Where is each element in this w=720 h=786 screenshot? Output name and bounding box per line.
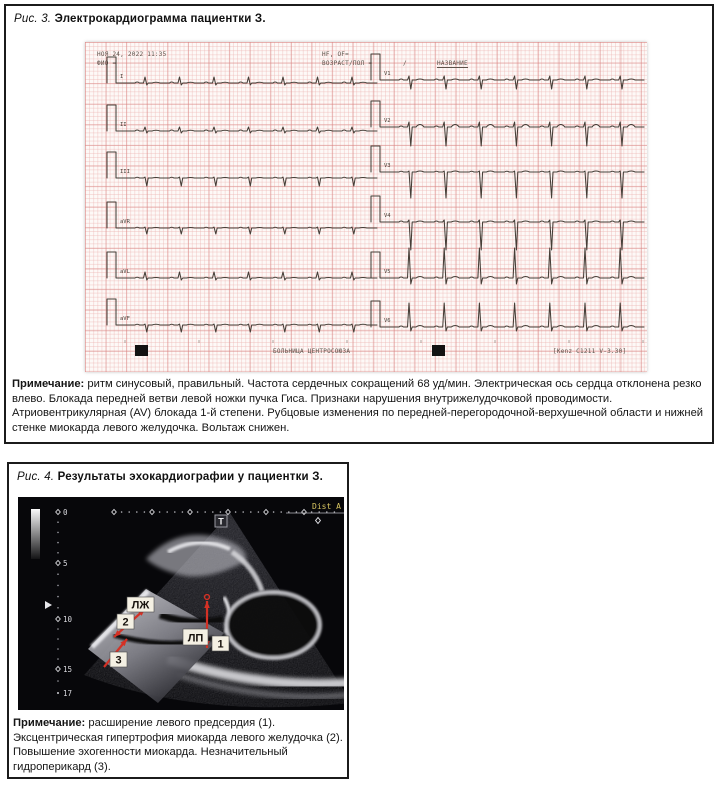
echo-ruler-dot	[121, 511, 123, 513]
ecg-trace-III	[107, 152, 377, 186]
figure4-label: Рис. 4.	[17, 471, 55, 483]
note-line: стенке миокарда левого желудочка. Вольтаж снижен.	[12, 421, 290, 434]
echo-ruler-dot	[288, 511, 290, 513]
echo-ruler-dot	[318, 511, 320, 513]
figure3-title: Электрокардиограмма пациентки З.	[54, 13, 266, 25]
ecg-lead-label-I: I	[120, 74, 124, 80]
ecg-trace-V2	[371, 101, 644, 146]
echo-ruler-dot	[311, 511, 313, 513]
echo-dist-caliper-diamond	[316, 518, 321, 524]
ecg-traces-svg	[85, 42, 647, 372]
echo-depth-dot	[57, 532, 59, 534]
svg-text:T: T	[218, 516, 224, 527]
echo-annotation-label-m1: 1	[217, 638, 224, 651]
echo-tool-icon	[215, 515, 227, 527]
ecg-lead-label-V2: V2	[384, 118, 391, 124]
echo-depth-diamond	[56, 509, 61, 514]
echo-ruler-dot	[250, 511, 252, 513]
note-line: гидроперикард (3).	[13, 760, 111, 773]
echo-ruler-dot	[212, 511, 214, 513]
ecg-footer-device: [Kenz C1211 V-3.30]	[553, 348, 627, 355]
figure4-title: Результаты эхокардиографии у пациентки З.	[57, 471, 323, 483]
echo-ruler-dot	[197, 511, 199, 513]
ecg-trace-V4	[371, 196, 644, 250]
echo-ruler-diamond	[264, 509, 269, 514]
ecg-trace-II	[107, 105, 377, 133]
echo-annotation-label-m2: 2	[122, 616, 129, 629]
echo-depth-dot	[57, 680, 59, 682]
note-line: Примечание: расширение левого предсердия (1).	[13, 717, 276, 729]
ecg-trace-aVR	[107, 202, 377, 234]
ecg-lead-label-V5: V5	[384, 269, 391, 275]
ecg-trace-V3	[371, 146, 644, 198]
echo-depth-diamond	[56, 560, 61, 565]
ecg-lead-label-III: III	[120, 169, 130, 175]
echo-depth-label: 17	[63, 689, 73, 698]
echo-ruler-diamond	[188, 509, 193, 514]
echo-ruler-dot	[136, 511, 138, 513]
echo-ruler-dot	[128, 511, 130, 513]
ecg-header-slash: /	[403, 60, 407, 67]
ecg-lead-label-V3: V3	[384, 163, 391, 169]
figure4-panel	[7, 462, 349, 779]
ecg-image	[85, 42, 647, 372]
echo-annotation-label-la: ЛП	[187, 632, 204, 645]
echo-ruler-dot	[204, 511, 206, 513]
ecg-header-name: НАЗВАНИЕ	[437, 60, 468, 67]
echo-depth-dot	[57, 521, 59, 523]
note-label: Примечание:	[13, 717, 86, 729]
echo-dist-label: Dist A	[312, 502, 341, 511]
echo-ruler-dot	[235, 511, 237, 513]
echo-ruler-diamond	[112, 509, 117, 514]
ecg-header-date: НОЯ 24, 2022 11:35	[97, 51, 167, 58]
echo-ruler-dot	[144, 511, 146, 513]
figure3-note	[12, 377, 708, 435]
echo-ruler-dot	[280, 511, 282, 513]
echo-depth-dot	[57, 542, 59, 544]
echo-ruler-dot	[296, 511, 298, 513]
ecg-footer-hospital: БОЛЬНИЦА ЦЕНТРОСОЮЗА	[273, 348, 351, 355]
ecg-lead-label-V4: V4	[384, 213, 391, 219]
ecg-trace-aVF	[107, 299, 377, 332]
echo-ruler-dot	[334, 511, 336, 513]
ecg-trace-aVL	[107, 252, 377, 280]
echo-ruler-dot	[273, 511, 275, 513]
echo-depth-label: 10	[63, 615, 73, 624]
ecg-header-filter: HF, OF=	[322, 51, 350, 58]
echo-image	[18, 497, 344, 710]
note-line: Примечание: ритм синусовый, правильный. Частота сердечных сокращений 68 уд/мин. Электрическая ось сердца отклонена резко	[12, 378, 702, 390]
ecg-header-fio: ФИО =	[97, 60, 117, 67]
echo-gray-bar	[31, 509, 40, 559]
echo-depth-dot	[57, 573, 59, 575]
echo-depth-dot	[57, 658, 59, 660]
echo-annotation-label-m3: 3	[115, 654, 122, 667]
figure3-caption	[14, 13, 266, 25]
echo-depth-dot	[57, 648, 59, 650]
echo-ruler-dot	[220, 511, 222, 513]
echo-ruler-diamond	[302, 509, 307, 514]
figure4-note	[13, 716, 343, 774]
ecg-trace-V1	[371, 54, 644, 89]
ecg-marker-square-left	[135, 345, 148, 356]
echo-depth-dot	[57, 585, 59, 587]
ecg-trace-V6	[371, 301, 644, 331]
echo-depth-dot	[57, 607, 59, 609]
ecg-lead-label-II: II	[120, 122, 127, 128]
echo-depth-label: 0	[63, 508, 68, 517]
echo-ruler-dot	[258, 511, 260, 513]
note-line: влево. Блокада передней ветви левой ножки пучка Гиса. Признаки нарушения внутрижелудочковой проводимости.	[12, 392, 613, 405]
echo-ruler-dot	[174, 511, 176, 513]
ecg-marker-square-right	[432, 345, 445, 356]
ecg-lead-label-aVL: aVL	[120, 269, 130, 275]
echo-ruler-diamond	[150, 509, 155, 514]
echo-depth-dot	[57, 596, 59, 598]
ecg-trace-V5	[371, 248, 644, 284]
echo-ruler-dot	[326, 511, 328, 513]
note-line: Повышение эхогенности миокарда. Незначительный	[13, 746, 288, 759]
echo-depth-dot	[57, 628, 59, 630]
echo-depth-label: 5	[63, 559, 68, 568]
ecg-lead-label-V6: V6	[384, 318, 391, 324]
echo-depth-label: 15	[63, 665, 73, 674]
note-label: Примечание:	[12, 378, 85, 390]
echo-depth-dot	[57, 638, 59, 640]
echo-ruler-dot	[166, 511, 168, 513]
echo-focus-marker	[45, 601, 52, 609]
echo-annotation-label-lv: ЛЖ	[131, 599, 150, 612]
echo-depth-diamond	[56, 666, 61, 671]
ecg-lead-label-aVF: aVF	[120, 316, 130, 322]
ecg-lead-label-aVR: aVR	[120, 219, 130, 225]
figure3-label: Рис. 3.	[14, 13, 52, 25]
echo-depth-dot-major	[57, 692, 59, 694]
ecg-header-age-sex: ВОЗРАСТ/ПОЛ =	[322, 60, 373, 67]
echo-ultrasound-svg	[18, 497, 344, 710]
echo-left-atrium-cavity	[226, 592, 320, 658]
ecg-trace-I	[107, 57, 377, 85]
echo-ruler-dot	[182, 511, 184, 513]
echo-depth-diamond	[56, 616, 61, 621]
echo-ruler-dot	[242, 511, 244, 513]
figure4-caption	[17, 471, 323, 483]
echo-depth-dot	[57, 552, 59, 554]
figure3-panel	[4, 4, 714, 444]
echo-ruler-dot	[159, 511, 161, 513]
note-line: Атриовентрикулярная (AV) блокада 1-й степени. Рубцовые изменения по передней-перегородочной-верхушечной области и нижней	[12, 407, 704, 420]
ecg-lead-label-V1: V1	[384, 71, 391, 77]
note-line: Эксцентрическая гипертрофия миокарда левого желудочка (2).	[13, 731, 343, 744]
